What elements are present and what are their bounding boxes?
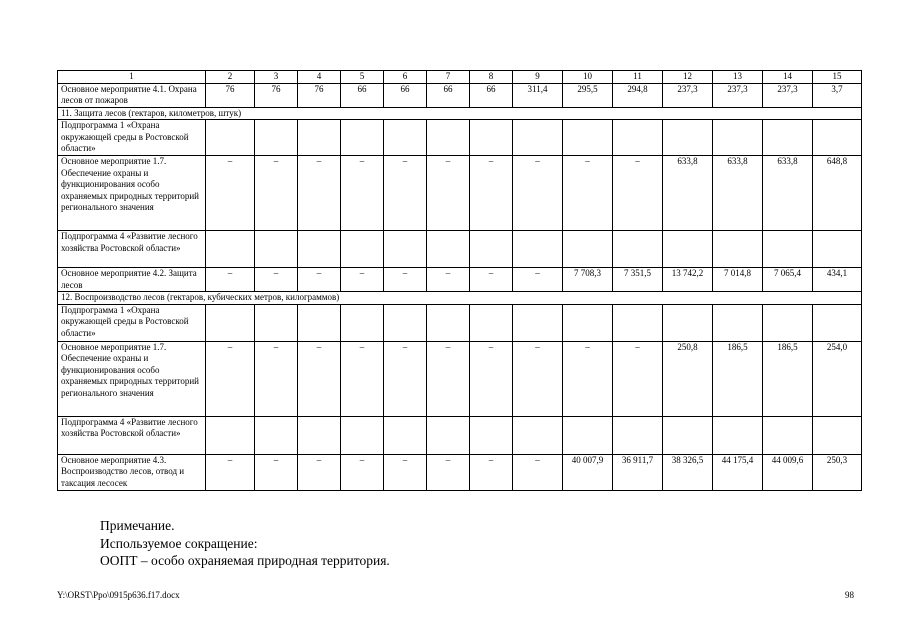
value-cell bbox=[470, 231, 513, 268]
value-cell bbox=[813, 120, 862, 156]
table-row bbox=[58, 454, 862, 490]
value-cell: – bbox=[470, 341, 513, 416]
value-cell: 66 bbox=[384, 83, 427, 107]
subprogram-row bbox=[58, 304, 862, 341]
value-cell bbox=[763, 231, 813, 268]
value-cell: – bbox=[341, 268, 384, 292]
value-cell bbox=[813, 416, 862, 454]
value-cell: 633,8 bbox=[713, 156, 763, 231]
value-cell: 186,5 bbox=[713, 341, 763, 416]
note-abbrev-definition: ООПТ – особо охраняемая природная территория. bbox=[100, 553, 390, 568]
value-cell: 44 009,6 bbox=[763, 454, 813, 490]
footer-file-path: Y:\ORST\Ppo\0915p636.f17.docx bbox=[57, 590, 180, 600]
value-cell: – bbox=[206, 454, 255, 490]
value-cell bbox=[255, 304, 298, 341]
value-cell: 633,8 bbox=[763, 156, 813, 231]
indicators-table bbox=[57, 70, 862, 491]
value-cell: – bbox=[513, 156, 563, 231]
value-cell: 250,3 bbox=[813, 454, 862, 490]
value-cell: 7 351,5 bbox=[613, 268, 663, 292]
value-cell bbox=[341, 120, 384, 156]
value-cell bbox=[470, 304, 513, 341]
value-cell bbox=[384, 120, 427, 156]
value-cell bbox=[298, 120, 341, 156]
value-cell: – bbox=[255, 341, 298, 416]
value-cell: – bbox=[384, 156, 427, 231]
value-cell: – bbox=[298, 341, 341, 416]
value-cell: 66 bbox=[470, 83, 513, 107]
value-cell: 186,5 bbox=[763, 341, 813, 416]
value-cell bbox=[255, 231, 298, 268]
row-name: Подпрограмма 1 «Охрана окружающей среды в Ростовской области» bbox=[58, 120, 206, 156]
value-cell bbox=[206, 120, 255, 156]
section-row bbox=[58, 107, 862, 120]
section-title: 11. Защита лесов (гектаров, километров, штук) bbox=[58, 107, 862, 120]
column-number: 5 bbox=[341, 71, 384, 84]
value-cell bbox=[341, 304, 384, 341]
table-row bbox=[58, 341, 862, 416]
section-title: 12. Воспроизводство лесов (гектаров, кубических метров, килограммов) bbox=[58, 292, 862, 305]
table-row bbox=[58, 83, 862, 107]
value-cell: 3,7 bbox=[813, 83, 862, 107]
value-cell bbox=[513, 304, 563, 341]
value-cell: 648,8 bbox=[813, 156, 862, 231]
value-cell bbox=[763, 304, 813, 341]
value-cell bbox=[341, 231, 384, 268]
value-cell: 250,8 bbox=[663, 341, 713, 416]
value-cell: – bbox=[470, 454, 513, 490]
value-cell bbox=[470, 120, 513, 156]
value-cell bbox=[513, 231, 563, 268]
value-cell: – bbox=[341, 341, 384, 416]
note-title: Примечание. bbox=[100, 518, 175, 533]
column-number: 4 bbox=[298, 71, 341, 84]
value-cell bbox=[384, 416, 427, 454]
value-cell: – bbox=[470, 268, 513, 292]
value-cell bbox=[663, 120, 713, 156]
value-cell bbox=[663, 416, 713, 454]
value-cell: – bbox=[427, 454, 470, 490]
value-cell: 254,0 bbox=[813, 341, 862, 416]
value-cell: 7 014,8 bbox=[713, 268, 763, 292]
value-cell: 13 742,2 bbox=[663, 268, 713, 292]
value-cell bbox=[563, 416, 613, 454]
value-cell bbox=[427, 120, 470, 156]
subprogram-row bbox=[58, 231, 862, 268]
row-name: Подпрограмма 1 «Охрана окружающей среды в Ростовской области» bbox=[58, 304, 206, 341]
value-cell: 40 007,9 bbox=[563, 454, 613, 490]
value-cell: 36 911,7 bbox=[613, 454, 663, 490]
column-number: 11 bbox=[613, 71, 663, 84]
value-cell: – bbox=[513, 268, 563, 292]
section-row bbox=[58, 292, 862, 305]
value-cell bbox=[713, 231, 763, 268]
value-cell: 295,5 bbox=[563, 83, 613, 107]
value-cell bbox=[255, 120, 298, 156]
value-cell bbox=[255, 416, 298, 454]
value-cell bbox=[513, 120, 563, 156]
value-cell: 66 bbox=[341, 83, 384, 107]
page-number: 98 bbox=[845, 590, 854, 600]
value-cell bbox=[763, 416, 813, 454]
table-row bbox=[58, 268, 862, 292]
row-name: Основное мероприятие 1.7. Обеспечение охраны и функционирования особо охраняемых природных территорий регионального значения bbox=[58, 341, 206, 416]
value-cell: – bbox=[298, 454, 341, 490]
row-name: Подпрограмма 4 «Развитие лесного хозяйства Ростовской области» bbox=[58, 231, 206, 268]
value-cell: – bbox=[384, 268, 427, 292]
column-number: 10 bbox=[563, 71, 613, 84]
column-number: 2 bbox=[206, 71, 255, 84]
value-cell bbox=[763, 120, 813, 156]
value-cell: – bbox=[206, 156, 255, 231]
value-cell: 237,3 bbox=[763, 83, 813, 107]
row-name: Подпрограмма 4 «Развитие лесного хозяйства Ростовской области» bbox=[58, 416, 206, 454]
value-cell bbox=[613, 120, 663, 156]
value-cell: – bbox=[427, 268, 470, 292]
value-cell: 66 bbox=[427, 83, 470, 107]
value-cell bbox=[563, 304, 613, 341]
value-cell bbox=[427, 231, 470, 268]
value-cell: 237,3 bbox=[713, 83, 763, 107]
value-cell bbox=[713, 416, 763, 454]
header-row bbox=[58, 71, 862, 84]
value-cell: 7 065,4 bbox=[763, 268, 813, 292]
value-cell: – bbox=[341, 156, 384, 231]
value-cell: – bbox=[298, 156, 341, 231]
value-cell bbox=[384, 304, 427, 341]
value-cell: 7 708,3 bbox=[563, 268, 613, 292]
value-cell bbox=[427, 304, 470, 341]
table-body bbox=[58, 71, 862, 491]
value-cell bbox=[206, 304, 255, 341]
value-cell bbox=[613, 304, 663, 341]
value-cell: – bbox=[427, 341, 470, 416]
value-cell: – bbox=[255, 454, 298, 490]
value-cell: – bbox=[255, 156, 298, 231]
value-cell bbox=[341, 416, 384, 454]
value-cell: – bbox=[255, 268, 298, 292]
note-abbrev-heading: Используемое сокращение: bbox=[100, 535, 258, 551]
value-cell bbox=[813, 304, 862, 341]
row-name: Основное мероприятие 4.3. Воспроизводство лесов, отвод и таксация лесосек bbox=[58, 454, 206, 490]
column-number: 13 bbox=[713, 71, 763, 84]
value-cell bbox=[513, 416, 563, 454]
value-cell: 294,8 bbox=[613, 83, 663, 107]
subprogram-row bbox=[58, 416, 862, 454]
row-name: Основное мероприятие 4.2. Защита лесов bbox=[58, 268, 206, 292]
row-name: Основное мероприятие 4.1. Охрана лесов от пожаров bbox=[58, 83, 206, 107]
value-cell: – bbox=[513, 341, 563, 416]
value-cell: – bbox=[384, 341, 427, 416]
value-cell: 76 bbox=[206, 83, 255, 107]
value-cell bbox=[206, 416, 255, 454]
value-cell: 76 bbox=[298, 83, 341, 107]
value-cell bbox=[613, 231, 663, 268]
value-cell: – bbox=[513, 454, 563, 490]
value-cell bbox=[813, 231, 862, 268]
value-cell: – bbox=[427, 156, 470, 231]
column-number: 1 bbox=[58, 71, 206, 84]
value-cell: 38 326,5 bbox=[663, 454, 713, 490]
value-cell: 76 bbox=[255, 83, 298, 107]
value-cell: 237,3 bbox=[663, 83, 713, 107]
value-cell bbox=[206, 231, 255, 268]
value-cell bbox=[298, 416, 341, 454]
column-number: 7 bbox=[427, 71, 470, 84]
value-cell: – bbox=[298, 268, 341, 292]
value-cell bbox=[663, 231, 713, 268]
value-cell bbox=[470, 416, 513, 454]
value-cell: – bbox=[613, 156, 663, 231]
column-number: 3 bbox=[255, 71, 298, 84]
value-cell: 434,1 bbox=[813, 268, 862, 292]
table-row bbox=[58, 156, 862, 231]
value-cell: – bbox=[470, 156, 513, 231]
value-cell bbox=[298, 304, 341, 341]
value-cell: 44 175,4 bbox=[713, 454, 763, 490]
value-cell bbox=[613, 416, 663, 454]
value-cell bbox=[713, 304, 763, 341]
value-cell bbox=[713, 120, 763, 156]
value-cell bbox=[663, 304, 713, 341]
column-number: 12 bbox=[663, 71, 713, 84]
value-cell: – bbox=[341, 454, 384, 490]
value-cell: – bbox=[384, 454, 427, 490]
value-cell: 633,8 bbox=[663, 156, 713, 231]
row-name: Основное мероприятие 1.7. Обеспечение охраны и функционирования особо охраняемых природных территорий регионального значения bbox=[58, 156, 206, 231]
column-number: 8 bbox=[470, 71, 513, 84]
value-cell bbox=[563, 231, 613, 268]
column-number: 15 bbox=[813, 71, 862, 84]
column-number: 9 bbox=[513, 71, 563, 84]
value-cell: – bbox=[206, 268, 255, 292]
column-number: 14 bbox=[763, 71, 813, 84]
value-cell: – bbox=[563, 156, 613, 231]
value-cell bbox=[384, 231, 427, 268]
column-number: 6 bbox=[384, 71, 427, 84]
value-cell: – bbox=[613, 341, 663, 416]
value-cell bbox=[563, 120, 613, 156]
note-block bbox=[100, 517, 390, 570]
value-cell: – bbox=[206, 341, 255, 416]
subprogram-row bbox=[58, 120, 862, 156]
value-cell: – bbox=[563, 341, 613, 416]
value-cell bbox=[427, 416, 470, 454]
value-cell bbox=[298, 231, 341, 268]
value-cell: 311,4 bbox=[513, 83, 563, 107]
